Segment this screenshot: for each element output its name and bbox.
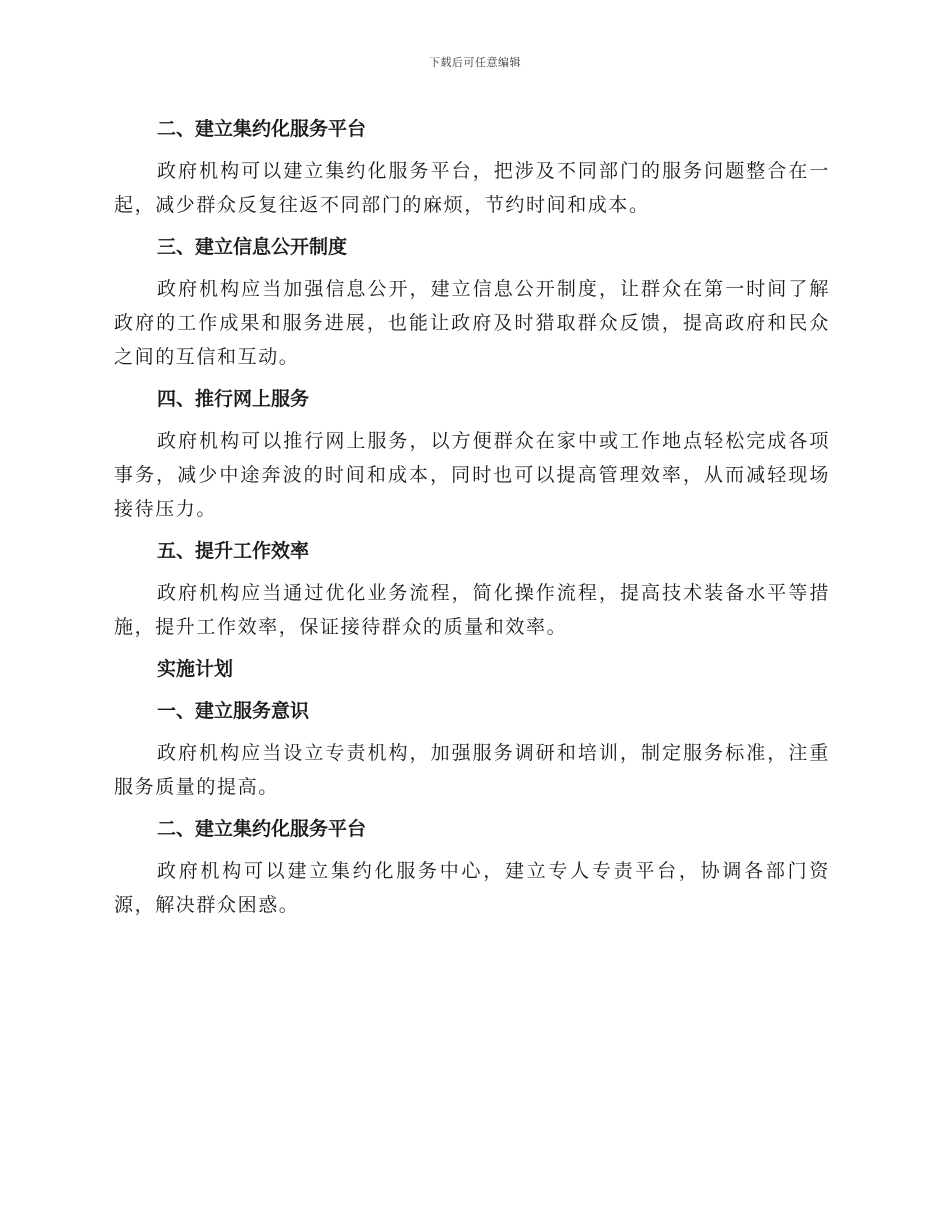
paragraph-online-service: 政府机构可以推行网上服务，以方便群众在家中或工作地点轻松完成各项事务，减少中途奔波的时间和成本，同时也可以提高管理效率，从而减轻现场接待压力。 bbox=[114, 430, 830, 520]
page-header-note: 下载后可任意编辑 bbox=[429, 56, 521, 69]
heading-online-service: 四、推行网上服务 bbox=[157, 388, 310, 410]
heading-centralized-platform-2: 二、建立集约化服务平台 bbox=[157, 818, 367, 840]
heading-work-efficiency: 五、提升工作效率 bbox=[157, 540, 310, 562]
heading-info-disclosure: 三、建立信息公开制度 bbox=[157, 236, 348, 258]
paragraph-work-efficiency: 政府机构应当通过优化业务流程，简化操作流程，提高技术装备水平等措施，提升工作效率，保证接待群众的质量和效率。 bbox=[114, 582, 830, 638]
paragraph-info-disclosure: 政府机构应当加强信息公开，建立信息公开制度，让群众在第一时间了解政府的工作成果和服务进展，也能让政府及时猎取群众反馈，提高政府和民众之间的互信和互动。 bbox=[114, 278, 830, 368]
heading-service-awareness: 一、建立服务意识 bbox=[157, 700, 310, 722]
paragraph-service-awareness: 政府机构应当设立专责机构，加强服务调研和培训，制定服务标准，注重服务质量的提高。 bbox=[114, 742, 830, 798]
section-title-implementation-plan: 实施计划 bbox=[157, 658, 234, 680]
paragraph-centralized-platform-2: 政府机构可以建立集约化服务中心，建立专人专责平台，协调各部门资源，解决群众困惑。 bbox=[114, 860, 830, 916]
heading-centralized-platform: 二、建立集约化服务平台 bbox=[157, 118, 367, 140]
document-body bbox=[114, 112, 830, 930]
paragraph-centralized-platform: 政府机构可以建立集约化服务平台，把涉及不同部门的服务问题整合在一起，减少群众反复往返不同部门的麻烦，节约时间和成本。 bbox=[114, 160, 830, 216]
